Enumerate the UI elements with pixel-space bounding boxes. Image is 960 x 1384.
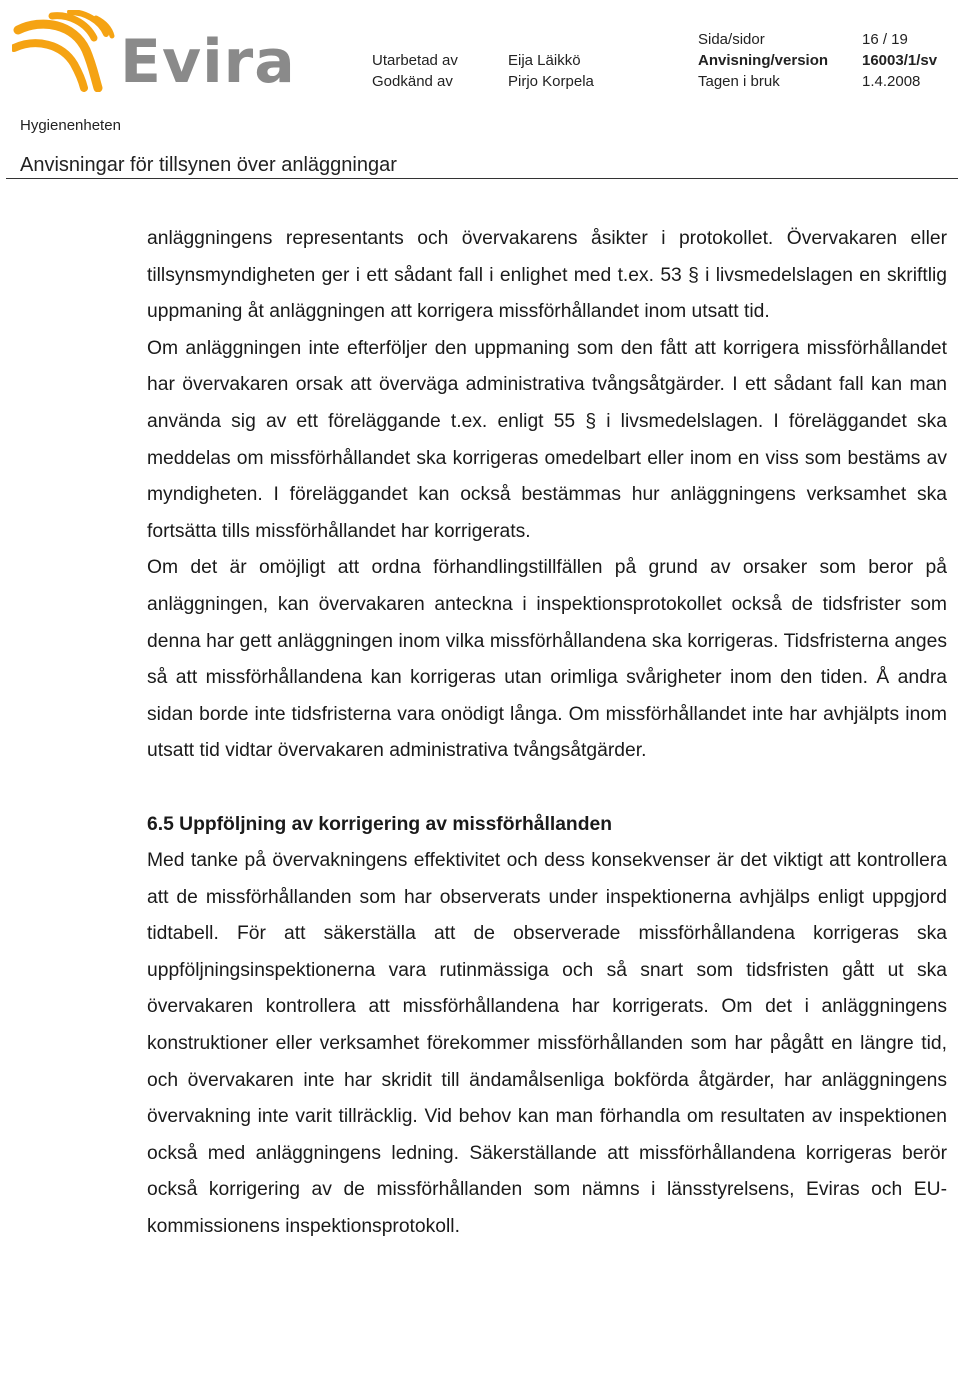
approved-label: Godkänd av (372, 73, 453, 90)
paragraph: Om anläggningen inte efterföljer den uppmaning som den fått att korrigera missförhållandet har övervakaren orsak att överväga administrativa tvångsåtgärder. I ett sådant fall kan man använda sig av ett föreläggande t.ex. enligt 55 § i livsmedelslagen. I föreläggandet ska meddelas om missförhållandet ska korrigeras omedelbart eller inom en viss som bestäms av myndigheten. I föreläggandet kan också bestämmas hur anläggningens verksamhet ska fortsätta tills missförhållandet har korrigerats. (147, 337, 947, 542)
effective-value: 1.4.2008 (862, 73, 921, 90)
document-body (147, 221, 947, 1246)
department-name: Hygienenheten (20, 117, 121, 134)
paragraph: Om det är omöjligt att ordna förhandlingstillfällen på grund av orsaker som beror på anläggningen, kan övervakaren anteckna i inspektionsprotokollet också de tidsfrister som denna har gett anläggningen inom vilka missförhållandena ska korrigeras. Tidsfristerna anges så att missförhållandena kan korrigeras utan orimliga svårigheter inom den tiden. Å andra sidan borde inte tidsfristerna vara onödigt långa. Om missförhållandet inte har avhjälpts inom utsatt tid vidtar övervakaren administrativa tvångsåtgärder. (147, 557, 947, 762)
version-label: Anvisning/version (698, 52, 829, 69)
paragraph: Med tanke på övervakningens effektivitet och dess konsekvenser är det viktigt att kontrollera att de missförhållanden som har observerats under inspektionerna avhjälps enligt uppgjord tidtabell. För att säkerställa att de observerade missförhållandena korrigeras ska uppföljningsinspektionerna vara rutinmässiga och så snart som tidsfristen gått ut ska övervakaren kontrollera att missförhållandena har korrigerats. Om det i anläggningens konstruktioner eller verksamhet förekommer missförhållanden som har pågått en längre tid, och övervakaren inte har skridit till ändamålsenliga bokförda åtgärder, har anläggningens övervakning inte varit tillräcklig. Vid behov kan man förhandla om resultaten av inspektionen också med anläggningens ledning. Säkerställande att missförhållandena korrigeras berör också korrigering av de missförhållanden som nämns i länsstyrelsens, Eviras och EU-kommissionens inspektionsprotokoll. (147, 850, 947, 1238)
page-value: 16 / 19 (862, 31, 908, 48)
document-title: Anvisningar för tillsynen över anläggningar (20, 154, 397, 176)
version-value: 16003/1/sv (862, 52, 938, 69)
paragraph: anläggningens representants och övervakarens åsikter i protokollet. Övervakaren eller tillsynsmyndigheten ger i ett sådant fall i enlighet med t.ex. 53 § i livsmedelslagen en skriftlig uppmaning åt anläggningen att korrigera missförhållandet inom utsatt tid. (147, 228, 947, 323)
prepared-label: Utarbetad av (372, 52, 458, 69)
prepared-by: Eija Läikkö (508, 52, 581, 69)
header-divider (6, 178, 958, 179)
effective-label: Tagen i bruk (698, 73, 780, 90)
document-metadata (0, 27, 960, 97)
section-heading: 6.5 Uppföljning av korrigering av missförhållanden (147, 813, 612, 835)
logo-wordmark: Evira (120, 27, 296, 97)
approved-by: Pirjo Korpela (508, 73, 594, 90)
page-label: Sida/sidor (698, 31, 765, 48)
